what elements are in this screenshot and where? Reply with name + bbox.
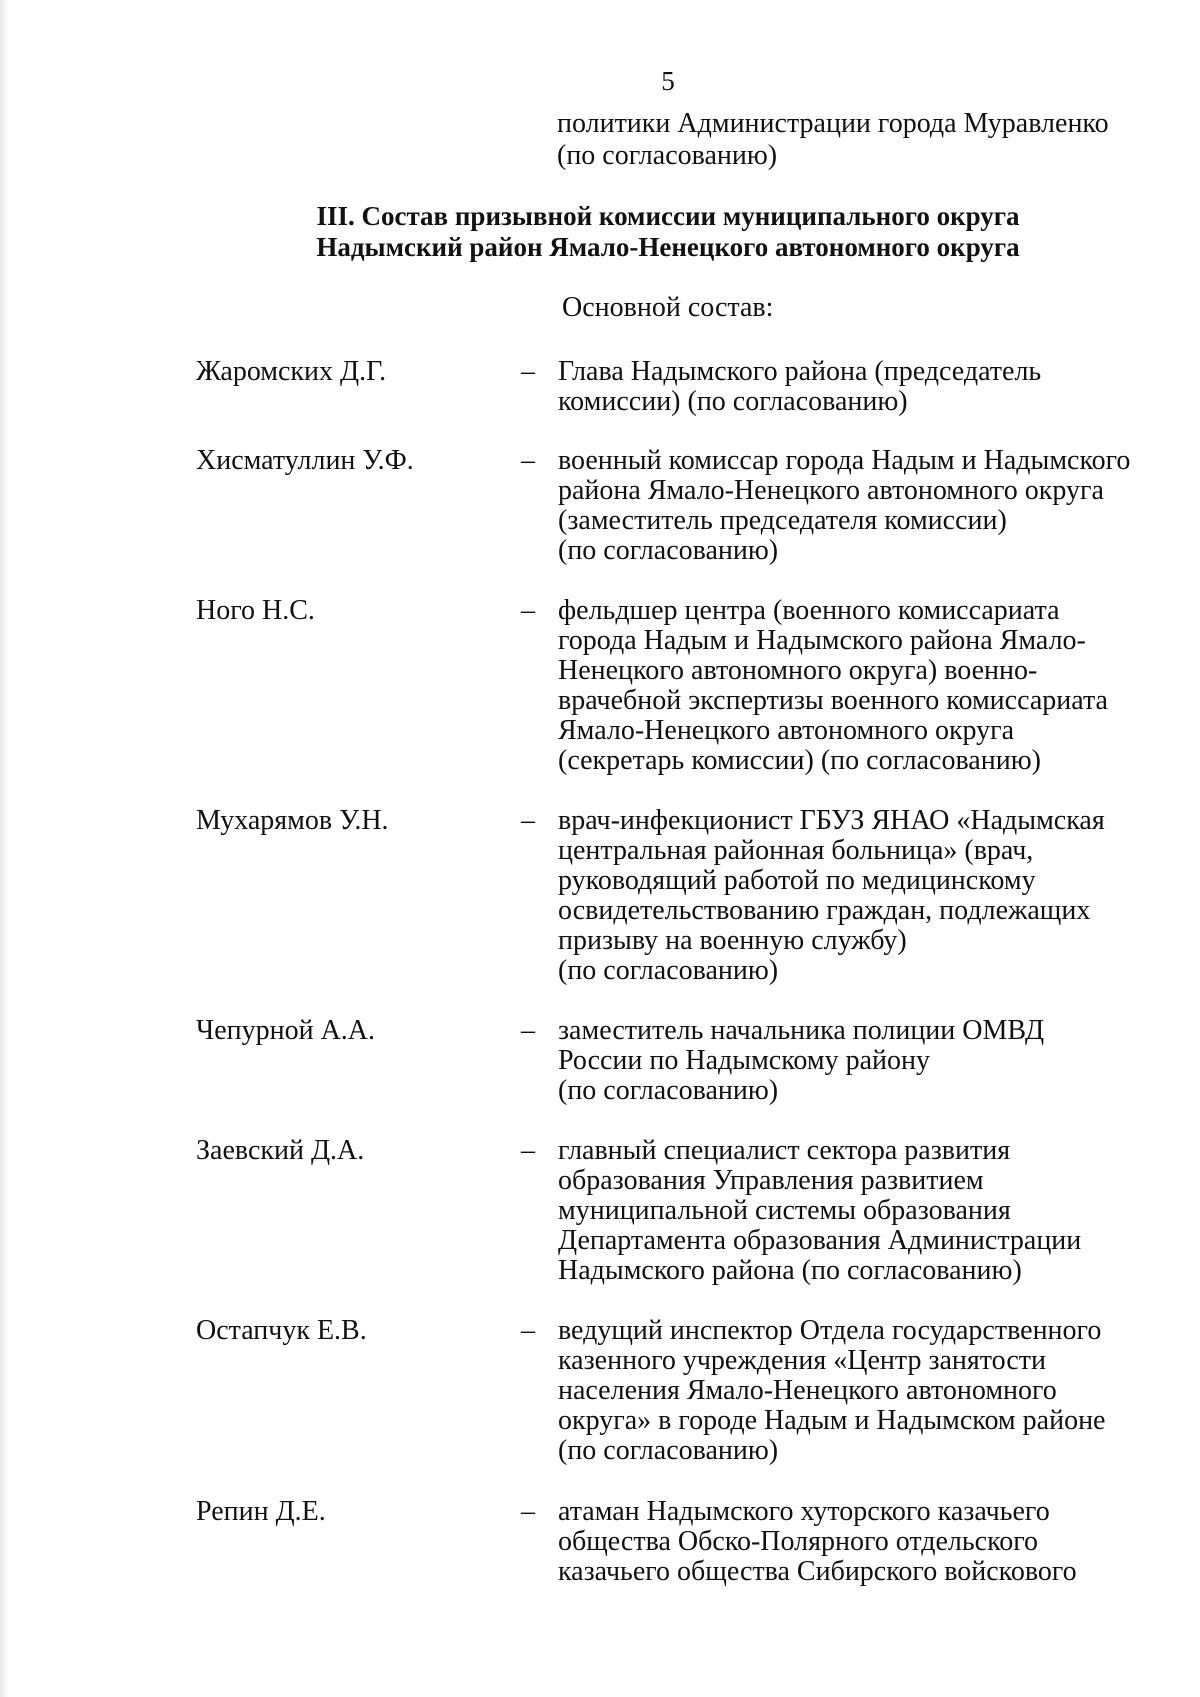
role-line: муниципальной системы образования bbox=[558, 1195, 1011, 1226]
role-line: врачебной экспертизы военного комиссариата bbox=[558, 685, 1108, 716]
role-line: Ненецкого автономного округа) военно- bbox=[558, 655, 1038, 686]
member-role bbox=[558, 1316, 1105, 1466]
role-line: (секретарь комиссии) (по согласованию) bbox=[558, 745, 1041, 776]
page-number: 5 bbox=[661, 66, 675, 96]
member-role bbox=[558, 596, 1108, 776]
role-line: (по согласованию) bbox=[558, 1075, 779, 1106]
role-line: населения Ямало-Ненецкого автономного bbox=[558, 1375, 1057, 1406]
role-line: образования Управления развитием bbox=[558, 1165, 984, 1196]
member-name: Ного Н.С. bbox=[196, 595, 315, 626]
role-line: округа» в городе Надым и Надымском районе bbox=[558, 1405, 1106, 1436]
role-line: руководящий работой по медицинскому bbox=[558, 865, 1036, 896]
role-line: (по согласованию) bbox=[558, 1435, 779, 1466]
role-line: казенного учреждения «Центр занятости bbox=[558, 1345, 1047, 1376]
continuation-text bbox=[557, 108, 1109, 172]
role-line: Ямало-Ненецкого автономного округа bbox=[558, 715, 1015, 746]
role-line: военный комиссар города Надым и Надымского bbox=[558, 445, 1131, 476]
member-role bbox=[558, 1497, 1077, 1587]
dash-separator: – bbox=[521, 1315, 535, 1346]
member-name: Жаромских Д.Г. bbox=[196, 356, 387, 387]
role-line: призыву на военную службу) bbox=[558, 925, 907, 956]
role-line: (заместитель председателя комиссии) bbox=[558, 505, 1007, 536]
section-title-line: Надымский район Ямало-Ненецкого автономного округа bbox=[316, 232, 1020, 262]
role-line: ведущий инспектор Отдела государственного bbox=[558, 1315, 1102, 1346]
member-role bbox=[558, 806, 1105, 986]
role-line: центральная районная больница» (врач, bbox=[558, 835, 1034, 866]
role-line: Глава Надымского района (председатель bbox=[558, 356, 1042, 387]
role-line: освидетельствованию граждан, подлежащих bbox=[558, 895, 1091, 926]
dash-separator: – bbox=[521, 1015, 535, 1046]
role-line: комиссии) (по согласованию) bbox=[558, 386, 908, 417]
role-line: района Ямало-Ненецкого автономного округа bbox=[558, 475, 1104, 506]
role-line: Департамента образования Администрации bbox=[558, 1225, 1082, 1256]
role-line: фельдшер центра (военного комиссариата bbox=[558, 595, 1060, 626]
member-name: Хисматуллин У.Ф. bbox=[196, 445, 414, 476]
role-line: казачьего общества Сибирского войскового bbox=[558, 1556, 1077, 1587]
dash-separator: – bbox=[521, 595, 535, 626]
role-line: (по согласованию) bbox=[558, 955, 779, 986]
member-role bbox=[558, 1136, 1081, 1286]
dash-separator: – bbox=[521, 1496, 535, 1527]
member-role bbox=[558, 446, 1130, 566]
role-line: (по согласованию) bbox=[558, 535, 779, 566]
continuation-line: (по согласованию) bbox=[557, 140, 778, 171]
member-name: Репин Д.Е. bbox=[196, 1496, 326, 1527]
member-name: Заевский Д.А. bbox=[196, 1135, 365, 1166]
member-role bbox=[558, 357, 1041, 417]
role-line: атаман Надымского хуторского казачьего bbox=[558, 1496, 1050, 1527]
member-name: Мухарямов У.Н. bbox=[196, 805, 389, 836]
dash-separator: – bbox=[521, 445, 535, 476]
role-line: города Надым и Надымского района Ямало- bbox=[558, 625, 1086, 656]
member-name: Остапчук Е.В. bbox=[196, 1315, 367, 1346]
section-title-line: III. Состав призывной комиссии муниципального округа bbox=[316, 201, 1020, 231]
dash-separator: – bbox=[521, 356, 535, 387]
section-title bbox=[0, 201, 1200, 263]
dash-separator: – bbox=[521, 1135, 535, 1166]
continuation-line: политики Администрации города Муравленко bbox=[557, 108, 1109, 139]
role-line: главный специалист сектора развития bbox=[558, 1135, 1011, 1166]
role-line: врач-инфекционист ГБУЗ ЯНАО «Надымская bbox=[558, 805, 1105, 836]
role-line: общества Обско-Полярного отдельского bbox=[558, 1526, 1039, 1557]
section-subtitle: Основной состав: bbox=[562, 292, 774, 323]
member-role bbox=[558, 1016, 1044, 1106]
role-line: России по Надымскому району bbox=[558, 1045, 930, 1076]
role-line: заместитель начальника полиции ОМВД bbox=[558, 1015, 1045, 1046]
dash-separator: – bbox=[521, 805, 535, 836]
role-line: Надымского района (по согласованию) bbox=[558, 1255, 1022, 1286]
member-name: Чепурной А.А. bbox=[196, 1015, 376, 1046]
